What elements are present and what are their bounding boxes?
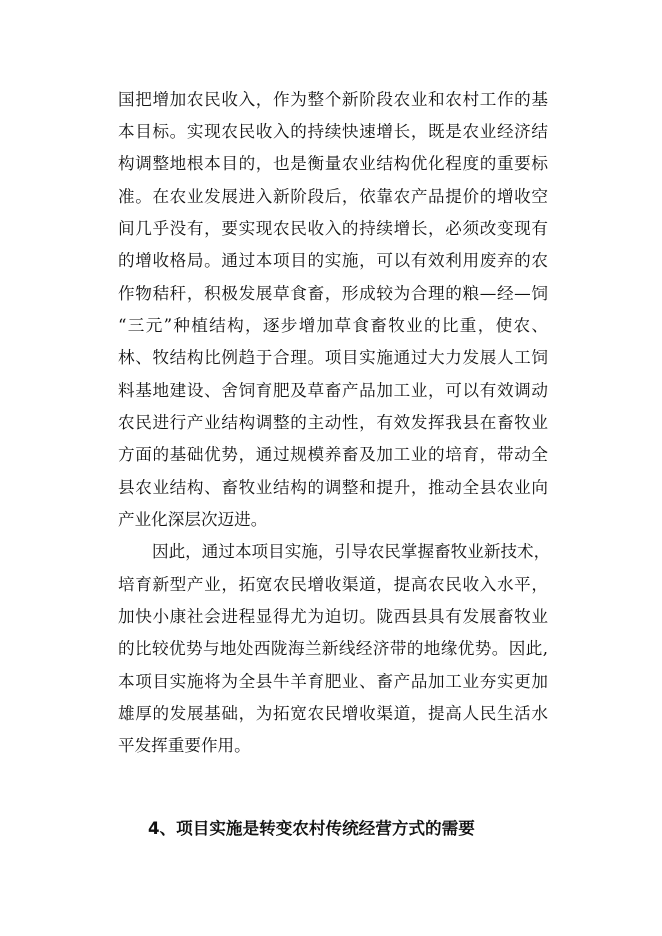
paragraph-2-line-2: 培育新型产业，拓宽农民增收渠道，提高农民收入水平， bbox=[118, 575, 548, 594]
paragraph-1-line-9: 林、牧结构比例趋于合理。项目实施通过大力发展人工饲 bbox=[118, 348, 548, 367]
paragraph-1-line-7: 作物秸秆，积极发展草食畜，形成较为合理的粮—经—饲 bbox=[118, 284, 548, 303]
paragraph-1-line-4: 准。在农业发展进入新阶段后，依靠农产品提价的增收空 bbox=[118, 187, 548, 206]
paragraph-2-line-7: 平发挥重要作用。 bbox=[118, 736, 251, 755]
paragraph-1-line-14: 产业化深层次迈进。 bbox=[118, 510, 268, 529]
paragraph-2-line-1: 因此，通过本项目实施，引导农民掌握畜牧业新技术， bbox=[152, 542, 551, 561]
paragraph-1-line-12: 方面的基础优势，通过规模养畜及加工业的培育，带动全 bbox=[118, 445, 548, 464]
paragraph-1-line-3: 构调整地根本目的，也是衡量农业结构优化程度的重要标 bbox=[118, 154, 548, 173]
paragraph-1-line-1: 国把增加农民收入，作为整个新阶段农业和农村工作的基 bbox=[118, 90, 548, 109]
paragraph-2-line-6: 雄厚的发展基础，为拓宽农民增收渠道，提高人民生活水 bbox=[118, 704, 548, 723]
section-heading: 4、项目实施是转变农村传统经营方式的需要 bbox=[148, 819, 475, 838]
paragraph-1-line-2: 本目标。实现农民收入的持续快速增长，既是农业经济结 bbox=[118, 122, 548, 141]
paragraph-1-line-10: 料基地建设、舍饲育肥及草畜产品加工业，可以有效调动 bbox=[118, 381, 548, 400]
paragraph-2-line-4: 的比较优势与地处西陇海兰新线经济带的地缘优势。因此, bbox=[118, 639, 548, 658]
paragraph-1-line-6: 的增收格局。通过本项目的实施，可以有效利用废弃的农 bbox=[118, 251, 548, 270]
paragraph-1-line-5: 间几乎没有，要实现农民收入的持续增长，必须改变现有 bbox=[118, 219, 548, 238]
paragraph-1-line-8: “三元”种植结构，逐步增加草食畜牧业的比重，使农、 bbox=[118, 316, 548, 335]
paragraph-1-line-11: 农民进行产业结构调整的主动性，有效发挥我县在畜牧业 bbox=[118, 413, 548, 432]
paragraph-2-line-3: 加快小康社会进程显得尤为迫切。陇西县具有发展畜牧业 bbox=[118, 607, 548, 626]
paragraph-1-line-13: 县农业结构、畜牧业结构的调整和提升，推动全县农业向 bbox=[118, 478, 548, 497]
paragraph-2-line-5: 本项目实施将为全县牛羊育肥业、畜产品加工业夯实更加 bbox=[118, 672, 548, 691]
